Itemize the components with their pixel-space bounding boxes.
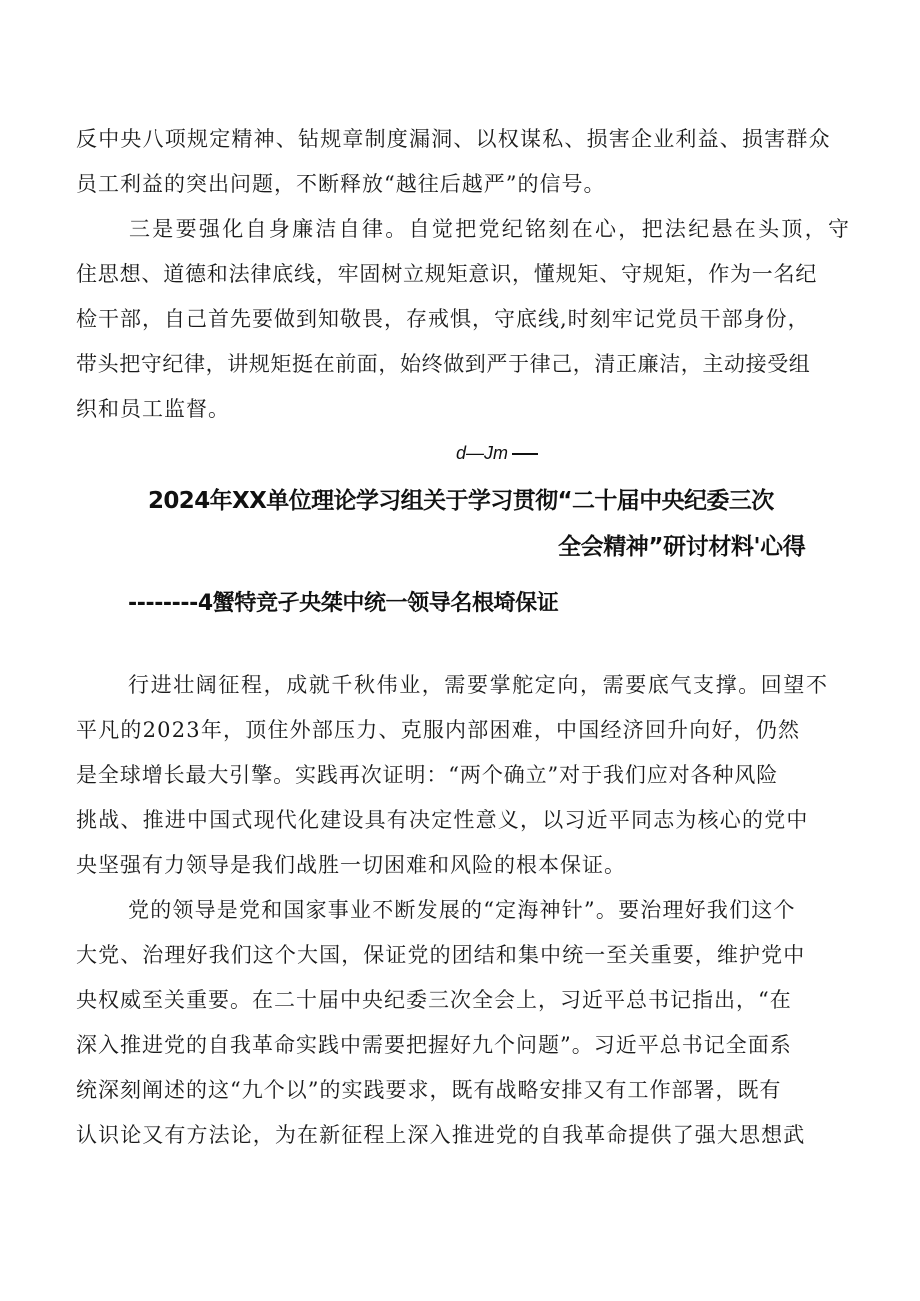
divider-line (512, 453, 538, 455)
body-text-line: 是全球增长最大引擎。实践再次证明：“两个确立”对于我们应对各种风险 (76, 763, 779, 787)
body-text-line: 央坚强有力领导是我们战胜一切困难和风险的根本保证。 (76, 853, 626, 877)
body-text-line: 行进壮阔征程，成就千秋伟业，需要掌舵定向，需要底气支撑。回望不 (128, 673, 829, 697)
body-text-line: 党的领导是党和国家事业不断发展的“定海神针”。要治理好我们这个 (128, 898, 796, 922)
body-text-line: 住思想、道德和法律底线，牢固树立规矩意识，懂规矩、守规矩，作为一名纪 (76, 262, 818, 286)
body-text-line: 三是要强化自身廉洁自律。自觉把党纪铭刻在心，把法纪悬在头顶，守 (129, 217, 852, 241)
article-subtitle: --------4蟹特竞孑央桀中统一领导名根埼保证 (128, 591, 559, 616)
body-text-line: 央权威至关重要。在二十届中央纪委三次全会上，习近平总书记指出，“在 (76, 988, 792, 1012)
body-text-line: 挑战、推进中国式现代化建设具有决定性意义，以习近平同志为核心的党中 (76, 808, 809, 832)
body-text-line: 深入推进党的自我革命实践中需要把握好九个问题”。习近平总书记全面系 (76, 1033, 792, 1057)
body-text-line: 反中央八项规定精神、钻规章制度漏洞、以权谋私、损害企业利益、损害群众 (76, 127, 831, 151)
body-text-line: 认识论又有方法论，为在新征程上深入推进党的自我革命提供了强大思想武 (76, 1123, 806, 1147)
body-text-line: 员工利益的突出问题，不断释放“越往后越严”的信号。 (76, 172, 606, 196)
body-text-line: 大党、治理好我们这个大国，保证党的团结和集中统一至关重要，维护党中 (76, 943, 806, 967)
body-text-line: 平凡的2023年，顶住外部压力、克服内部困难，中国经济回升向好，仍然 (76, 718, 801, 742)
body-text-line: 织和员工监督。 (76, 397, 230, 421)
section-divider (456, 440, 538, 466)
divider-text: d—Jm (456, 443, 509, 463)
article-title-line-2: 全会精神”研讨材料'心得 (558, 534, 806, 560)
body-text-line: 统深刻阐述的这“九个以”的实践要求，既有战略安排又有工作部署，既有 (76, 1078, 782, 1102)
body-text-line: 带头把守纪律，讲规矩挺在前面，始终做到严于律己，清正廉洁，主动接受组 (76, 352, 811, 376)
article-title-line-1: 2024年XX单位理论学习组关于学习贯彻“二十届中央纪委三次 (148, 488, 774, 514)
body-text-line: 检干部，自己首先要做到知敬畏，存戒惧，守底线,时刻牢记党员干部身份， (76, 307, 810, 331)
